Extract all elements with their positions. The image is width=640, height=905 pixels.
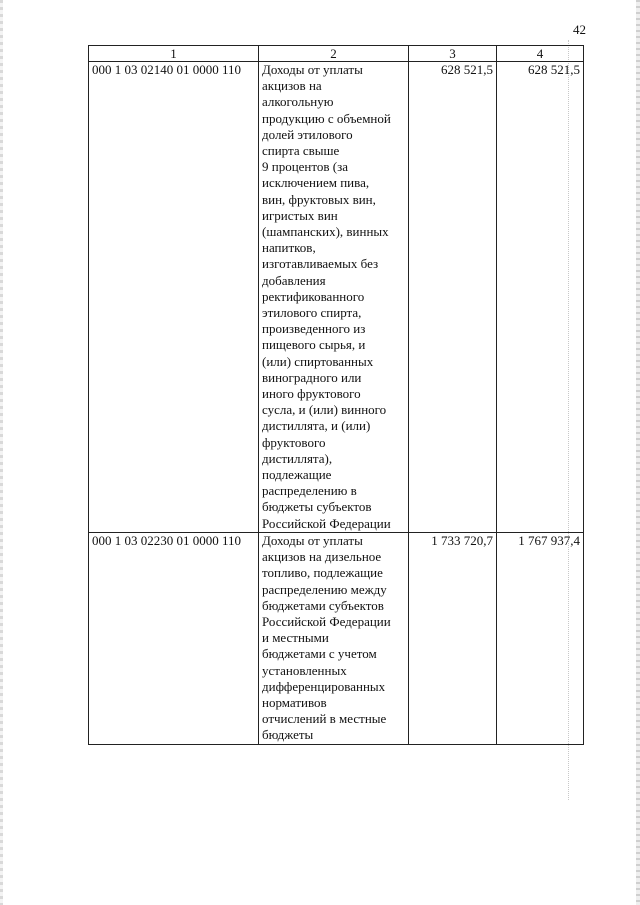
column-header-2: 2 bbox=[259, 46, 409, 62]
column-header-1: 1 bbox=[89, 46, 259, 62]
revenue-name-line: долей этилового bbox=[262, 126, 353, 142]
revenue-name-line: фруктового bbox=[262, 434, 326, 450]
revenue-code: 000 1 03 02140 01 0000 110 bbox=[89, 62, 259, 533]
revenue-name-line: изготавливаемых без bbox=[262, 256, 379, 272]
table-header bbox=[89, 46, 584, 62]
revenue-name-line: подлежащие bbox=[262, 467, 332, 483]
revenue-name-line: вин, фруктовых вин, bbox=[262, 191, 376, 207]
revenue-name bbox=[259, 62, 409, 533]
revenue-name-line: Российской Федерации bbox=[262, 613, 391, 629]
scan-edge-left bbox=[0, 0, 3, 905]
revenue-name-line: добавления bbox=[262, 272, 326, 288]
revenue-name-line: алкогольную bbox=[262, 94, 334, 110]
revenue-name-line: (или) спиртованных bbox=[262, 353, 374, 369]
revenue-name-line: распределению в bbox=[262, 483, 357, 499]
revenue-name-line: бюджетами с учетом bbox=[262, 646, 377, 662]
revenue-name-line: сусла, и (или) винного bbox=[262, 402, 387, 418]
table-body bbox=[89, 62, 584, 745]
revenue-name-line: исключением пива, bbox=[262, 175, 370, 191]
revenue-name-line: напитков, bbox=[262, 240, 316, 256]
revenue-name-line: виноградного или bbox=[262, 369, 362, 385]
amount-col4: 1 767 937,4 bbox=[497, 532, 584, 744]
revenue-name-line: бюджеты субъектов bbox=[262, 499, 372, 515]
table-row bbox=[89, 532, 584, 744]
revenue-name-line: бюджетами субъектов bbox=[262, 597, 384, 613]
column-header-4: 4 bbox=[497, 46, 584, 62]
budget-table bbox=[88, 45, 584, 745]
revenue-name-line: дистиллята, и (или) bbox=[262, 418, 371, 434]
revenue-name-line: игристых вин bbox=[262, 207, 338, 223]
revenue-name-line: иного фруктового bbox=[262, 386, 361, 402]
revenue-name-line: спирта свыше bbox=[262, 143, 340, 159]
revenue-name-line: 9 процентов (за bbox=[262, 159, 349, 175]
table-row bbox=[89, 62, 584, 533]
revenue-name-line: дифференцированных bbox=[262, 678, 386, 694]
revenue-name bbox=[259, 532, 409, 744]
amount-col3: 1 733 720,7 bbox=[409, 532, 497, 744]
revenue-name-line: топливо, подлежащие bbox=[262, 565, 383, 581]
revenue-name-line: дистиллята), bbox=[262, 450, 333, 466]
page-number: 42 bbox=[573, 22, 586, 37]
revenue-name-line: отчислений в местные bbox=[262, 711, 387, 727]
scan-edge-right bbox=[636, 0, 640, 905]
column-header-3: 3 bbox=[409, 46, 497, 62]
revenue-code: 000 1 03 02230 01 0000 110 bbox=[89, 532, 259, 744]
revenue-name-line: установленных bbox=[262, 662, 347, 678]
revenue-name-line: Доходы от уплаты bbox=[262, 62, 363, 77]
revenue-name-line: акцизов на дизельное bbox=[262, 549, 382, 565]
revenue-name-line: нормативов bbox=[262, 694, 327, 710]
revenue-name-line: распределению между bbox=[262, 581, 387, 597]
header-row bbox=[89, 46, 584, 62]
revenue-name-line: ректификованного bbox=[262, 288, 365, 304]
amount-col3: 628 521,5 bbox=[409, 62, 497, 533]
revenue-name-line: (шампанских), винных bbox=[262, 224, 389, 240]
revenue-name-line: произведенного из bbox=[262, 321, 366, 337]
revenue-name-line: пищевого сырья, и bbox=[262, 337, 366, 353]
revenue-name-line: бюджеты bbox=[262, 727, 314, 743]
revenue-name-line: акцизов на bbox=[262, 78, 322, 94]
revenue-name-line: и местными bbox=[262, 630, 329, 646]
revenue-name-line: Доходы от уплаты bbox=[262, 532, 363, 548]
amount-col4: 628 521,5 bbox=[497, 62, 584, 533]
revenue-name-line: Российской Федерации bbox=[262, 515, 391, 531]
revenue-name-line: этилового спирта, bbox=[262, 305, 362, 321]
revenue-name-line: продукцию с объемной bbox=[262, 110, 391, 126]
